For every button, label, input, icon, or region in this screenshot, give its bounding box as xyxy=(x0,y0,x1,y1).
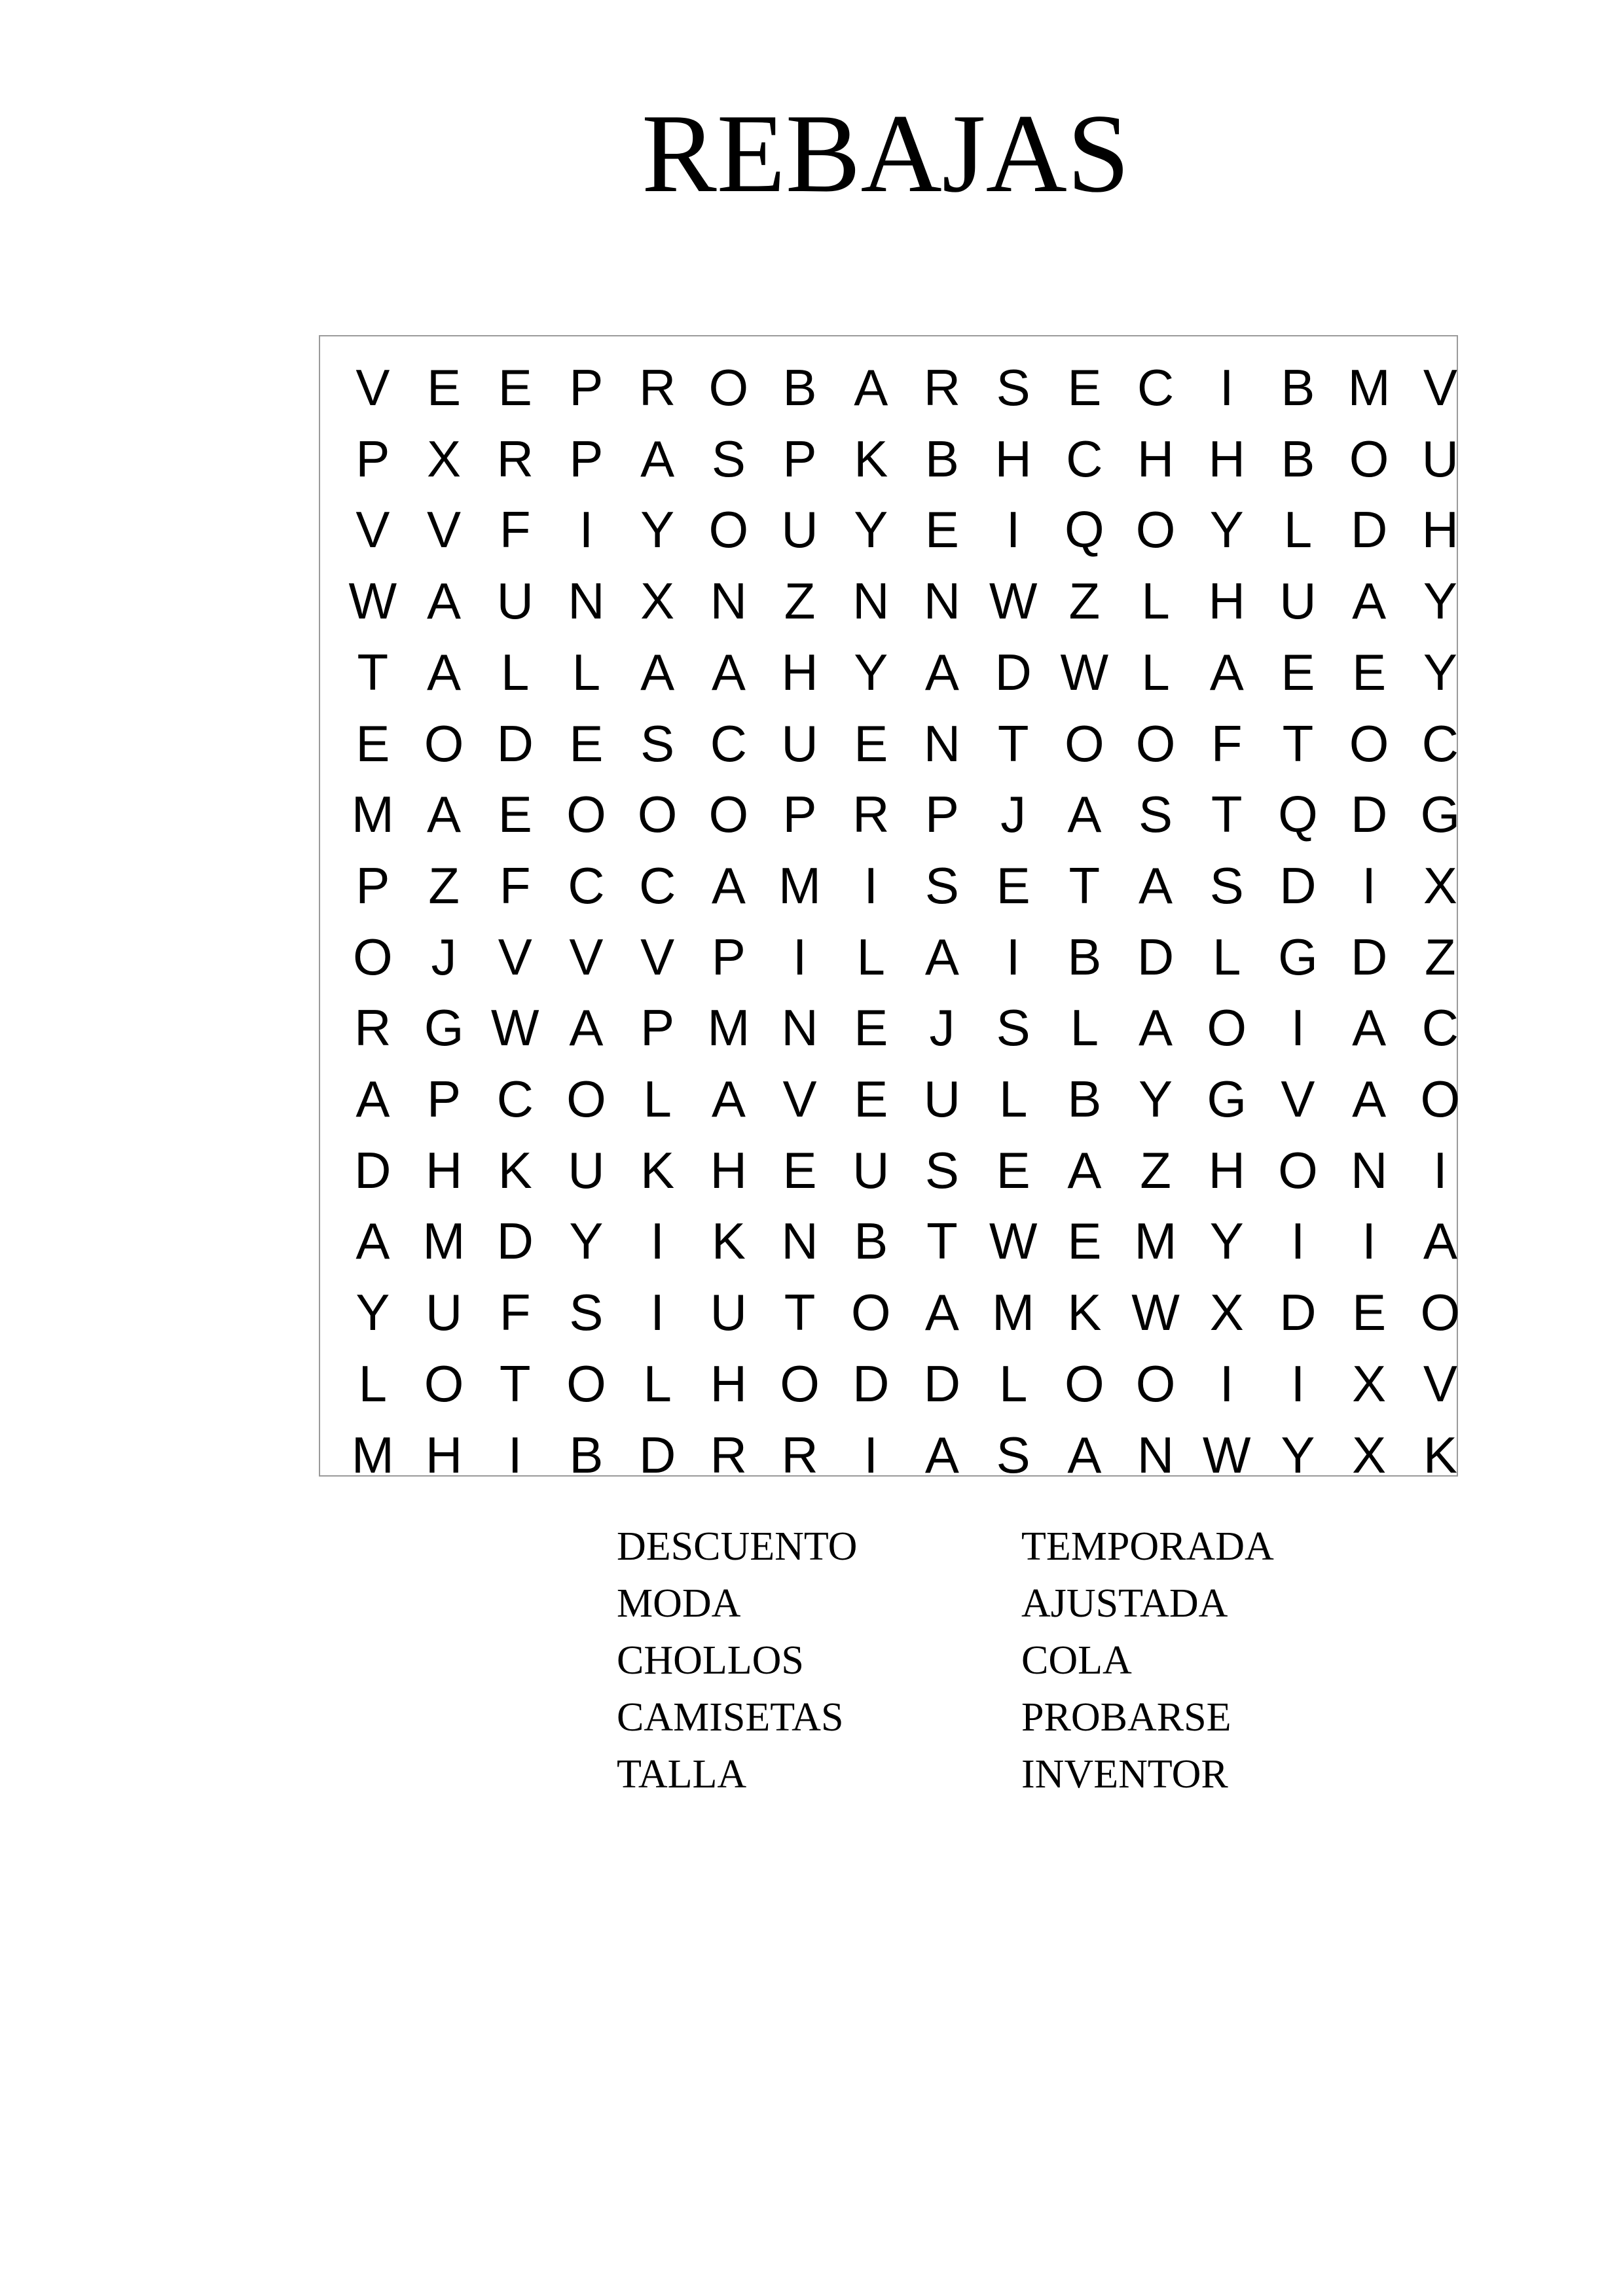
grid-cell[interactable]: T xyxy=(499,1354,531,1412)
grid-cell[interactable]: M xyxy=(992,1283,1035,1342)
grid-cell[interactable]: Y xyxy=(1209,1212,1244,1270)
grid-row xyxy=(337,565,1476,637)
grid-cell[interactable]: V xyxy=(356,501,390,559)
grid-cell[interactable]: Y xyxy=(356,1283,390,1342)
grid-cell[interactable]: U xyxy=(710,1283,748,1342)
grid-cell[interactable]: V xyxy=(427,501,462,559)
grid-cell[interactable]: H xyxy=(1208,572,1245,630)
grid-cell[interactable]: C xyxy=(1137,359,1175,416)
grid-cell[interactable]: L xyxy=(1141,643,1170,701)
grid-cell[interactable]: U xyxy=(1421,429,1459,488)
grid-cell[interactable]: O xyxy=(708,501,749,559)
grid-cell[interactable]: A xyxy=(640,643,675,701)
grid-cell[interactable]: I xyxy=(792,927,807,986)
grid-cell[interactable]: A xyxy=(924,1426,959,1484)
grid-cell[interactable]: Y xyxy=(1209,501,1244,559)
grid-cell[interactable]: L xyxy=(1070,999,1099,1057)
grid-cell[interactable]: N xyxy=(781,1212,818,1270)
word-list xyxy=(617,1518,1402,1820)
grid-cell[interactable]: E xyxy=(1067,359,1102,416)
grid-cell[interactable]: H xyxy=(1208,429,1245,488)
grid-cell[interactable]: M xyxy=(707,999,750,1057)
grid-row xyxy=(337,1420,1476,1491)
grid-cell[interactable]: E xyxy=(854,1070,888,1128)
grid-cell[interactable]: D xyxy=(1350,785,1388,844)
grid-cell[interactable]: A xyxy=(427,572,462,630)
grid-cell[interactable]: I xyxy=(507,1426,522,1484)
grid-cell[interactable]: R xyxy=(923,359,961,416)
grid-cell[interactable]: L xyxy=(358,1354,388,1412)
grid-cell[interactable]: O xyxy=(1349,429,1389,488)
grid-cell[interactable]: L xyxy=(572,643,601,701)
grid-cell[interactable]: H xyxy=(1421,501,1459,559)
grid-cell[interactable]: I xyxy=(1290,1354,1305,1412)
grid-cell[interactable]: C xyxy=(1066,429,1103,488)
grid-cell[interactable]: I xyxy=(1006,501,1021,559)
grid-cell[interactable]: B xyxy=(854,1212,888,1270)
grid-cell[interactable]: Q xyxy=(1278,785,1318,844)
grid-cell[interactable]: N xyxy=(1350,1141,1388,1199)
grid-row xyxy=(337,494,1476,565)
grid-cell[interactable]: A xyxy=(1209,643,1244,701)
grid-cell[interactable]: I xyxy=(1290,999,1305,1057)
grid-cell[interactable]: Y xyxy=(1281,1426,1315,1484)
grid-cell[interactable]: O xyxy=(1065,714,1104,772)
grid-cell[interactable]: S xyxy=(1139,785,1173,844)
grid-row xyxy=(337,1064,1476,1135)
grid-cell[interactable]: S xyxy=(996,359,1030,416)
grid-cell[interactable]: G xyxy=(1207,1070,1247,1128)
grid-cell[interactable]: W xyxy=(490,999,539,1057)
grid-cell[interactable]: J xyxy=(431,927,457,986)
grid-cell[interactable]: R xyxy=(852,785,890,844)
grid-cell[interactable]: D xyxy=(496,1212,534,1270)
grid-cell[interactable]: A xyxy=(1352,999,1387,1057)
grid-cell[interactable]: X xyxy=(1209,1283,1244,1342)
grid-cell[interactable]: C xyxy=(496,1070,534,1128)
grid-cell[interactable]: D xyxy=(354,1141,392,1199)
grid-cell[interactable]: A xyxy=(1139,856,1173,914)
grid-cell[interactable]: Y xyxy=(1139,1070,1173,1128)
grid-cell[interactable]: V xyxy=(356,359,390,416)
grid-cell[interactable]: H xyxy=(425,1426,463,1484)
grid-cell[interactable]: E xyxy=(1281,643,1315,701)
grid-cell[interactable]: O xyxy=(1135,714,1176,772)
grid-cell[interactable]: V xyxy=(569,927,604,986)
grid-cell[interactable]: A xyxy=(356,1070,390,1128)
grid-cell[interactable]: N xyxy=(1137,1426,1175,1484)
grid-cell[interactable]: H xyxy=(994,429,1032,488)
grid-cell[interactable]: B xyxy=(1281,429,1315,488)
grid-cell[interactable]: H xyxy=(781,643,818,701)
grid-cell[interactable]: V xyxy=(782,1070,817,1128)
grid-cell[interactable]: A xyxy=(569,999,604,1057)
grid-cell[interactable]: G xyxy=(424,999,464,1057)
grid-row xyxy=(337,1135,1476,1206)
grid-cell[interactable]: I xyxy=(1290,1212,1305,1270)
grid-cell[interactable]: P xyxy=(640,999,675,1057)
grid-cell[interactable]: A xyxy=(1352,1070,1387,1128)
grid-cell[interactable]: O xyxy=(708,785,749,844)
grid-cell[interactable]: U xyxy=(1279,572,1317,630)
grid-cell[interactable]: L xyxy=(998,1354,1028,1412)
grid-cell[interactable]: B xyxy=(1067,927,1102,986)
grid-cell[interactable]: O xyxy=(1420,1070,1461,1128)
grid-cell[interactable]: E xyxy=(1352,1283,1387,1342)
grid-cell[interactable]: I xyxy=(864,1426,879,1484)
grid-cell[interactable]: H xyxy=(1208,1141,1245,1199)
grid-row xyxy=(337,992,1476,1064)
grid-cell[interactable]: L xyxy=(643,1354,672,1412)
grid-cell[interactable]: L xyxy=(856,927,885,986)
grid-cell[interactable]: T xyxy=(1068,856,1101,914)
grid-cell[interactable]: V xyxy=(640,927,675,986)
grid-cell[interactable]: U xyxy=(781,714,818,772)
grid-row xyxy=(337,850,1476,922)
grid-cell[interactable]: H xyxy=(710,1354,748,1412)
grid-cell[interactable]: T xyxy=(1211,785,1243,844)
grid-cell[interactable]: I xyxy=(579,501,594,559)
grid-cell[interactable]: I xyxy=(1433,1141,1448,1199)
grid-cell[interactable]: L xyxy=(998,1070,1028,1128)
grid-cell[interactable]: E xyxy=(498,785,532,844)
grid-cell[interactable]: U xyxy=(425,1283,463,1342)
grid-cell[interactable]: D xyxy=(638,1426,676,1484)
grid-cell[interactable]: U xyxy=(781,501,818,559)
grid-cell[interactable]: Y xyxy=(640,501,675,559)
grid-cell[interactable]: H xyxy=(1137,429,1175,488)
grid-cell[interactable]: H xyxy=(710,1141,748,1199)
grid-cell[interactable]: O xyxy=(424,1354,464,1412)
grid-cell[interactable]: Z xyxy=(1068,572,1101,630)
grid-cell[interactable]: Z xyxy=(428,856,460,914)
grid-cell[interactable]: M xyxy=(422,1212,465,1270)
grid-cell[interactable]: D xyxy=(1279,1283,1317,1342)
grid-cell[interactable]: O xyxy=(780,1354,820,1412)
grid-cell[interactable]: A xyxy=(427,643,462,701)
grid-cell[interactable]: A xyxy=(854,359,888,416)
grid-cell[interactable]: A xyxy=(711,1070,746,1128)
grid-cell[interactable]: J xyxy=(929,999,955,1057)
grid-cell[interactable]: T xyxy=(997,714,1029,772)
grid-cell[interactable]: S xyxy=(569,1283,604,1342)
grid-cell[interactable]: Z xyxy=(784,572,816,630)
grid-cell[interactable]: A xyxy=(924,1283,959,1342)
word-list-item: CHOLLOS xyxy=(617,1638,804,1683)
grid-cell[interactable]: T xyxy=(784,1283,816,1342)
word-list-item: CAMISETAS xyxy=(617,1695,844,1740)
grid-cell[interactable]: K xyxy=(498,1141,532,1199)
grid-row xyxy=(337,1348,1476,1420)
grid-row xyxy=(337,1277,1476,1348)
grid-cell[interactable]: X xyxy=(427,429,462,488)
grid-cell[interactable]: X xyxy=(1423,856,1457,914)
grid-cell[interactable]: R xyxy=(496,429,534,488)
grid-cell[interactable]: K xyxy=(1423,1426,1457,1484)
grid-cell[interactable]: W xyxy=(1060,643,1109,701)
grid-cell[interactable]: C xyxy=(1421,999,1459,1057)
grid-row xyxy=(337,779,1476,850)
grid-cell[interactable]: D xyxy=(994,643,1032,701)
grid-cell[interactable]: U xyxy=(496,572,534,630)
grid-cell[interactable]: X xyxy=(640,572,675,630)
grid-cell[interactable]: I xyxy=(1219,359,1234,416)
grid-cell[interactable]: D xyxy=(923,1354,961,1412)
grid-cell[interactable]: U xyxy=(852,1141,890,1199)
grid-cell[interactable]: Y xyxy=(854,643,888,701)
grid-cell[interactable]: N xyxy=(568,572,605,630)
grid-cell[interactable]: Y xyxy=(854,501,888,559)
grid-cell[interactable]: I xyxy=(650,1212,665,1270)
grid-cell[interactable]: Z xyxy=(1140,1141,1171,1199)
grid-cell[interactable]: O xyxy=(1207,999,1247,1057)
grid-cell[interactable]: U xyxy=(923,1070,961,1128)
word-list-item: COLA xyxy=(1021,1638,1132,1683)
grid-cell[interactable]: Y xyxy=(1423,643,1457,701)
grid-cell[interactable]: O xyxy=(850,1283,891,1342)
grid-cell[interactable]: A xyxy=(1067,1426,1102,1484)
grid-cell[interactable]: Q xyxy=(1065,501,1104,559)
grid-cell[interactable]: K xyxy=(640,1141,675,1199)
grid-cell[interactable]: V xyxy=(498,927,532,986)
grid-cell[interactable]: M xyxy=(778,856,822,914)
grid-cell[interactable]: D xyxy=(1137,927,1175,986)
grid-cell[interactable]: E xyxy=(498,359,532,416)
grid-cell[interactable]: U xyxy=(568,1141,605,1199)
grid-cell[interactable]: D xyxy=(1350,501,1388,559)
grid-cell[interactable]: D xyxy=(1350,927,1388,986)
grid-cell[interactable]: G xyxy=(1278,927,1318,986)
grid-row xyxy=(337,922,1476,993)
word-list-item: AJUSTADA xyxy=(1021,1581,1228,1626)
grid-cell[interactable]: W xyxy=(989,1212,1038,1270)
grid-row xyxy=(337,637,1476,708)
grid-row xyxy=(337,1206,1476,1277)
grid-cell[interactable]: L xyxy=(1213,927,1241,986)
grid-cell[interactable]: A xyxy=(1423,1212,1457,1270)
grid-cell[interactable]: X xyxy=(1352,1426,1387,1484)
grid-cell[interactable]: A xyxy=(711,856,746,914)
grid-cell[interactable]: W xyxy=(348,572,397,630)
grid-cell[interactable]: Y xyxy=(1423,572,1457,630)
grid-cell[interactable]: L xyxy=(501,643,530,701)
grid-cell[interactable]: R xyxy=(638,359,676,416)
grid-cell[interactable]: O xyxy=(637,785,678,844)
grid-cell[interactable]: O xyxy=(1135,1354,1176,1412)
grid-cell[interactable]: I xyxy=(1362,856,1376,914)
word-list-item: TEMPORADA xyxy=(1021,1524,1274,1569)
grid-cell[interactable]: A xyxy=(711,643,746,701)
grid-cell[interactable]: M xyxy=(351,1426,394,1484)
grid-cell[interactable]: E xyxy=(782,1141,817,1199)
grid-row xyxy=(337,352,1476,423)
grid-cell[interactable]: B xyxy=(1281,359,1315,416)
word-list-item: MODA xyxy=(617,1581,741,1626)
grid-cell[interactable]: O xyxy=(353,927,393,986)
grid-cell[interactable]: F xyxy=(1211,714,1243,772)
word-list-item: PROBARSE xyxy=(1021,1695,1231,1740)
grid-cell[interactable]: P xyxy=(569,359,604,416)
grid-cell[interactable]: P xyxy=(924,785,959,844)
grid-cell[interactable]: O xyxy=(1135,501,1176,559)
grid-cell[interactable]: A xyxy=(1139,999,1173,1057)
grid-cell[interactable]: R xyxy=(354,999,392,1057)
grid-cell[interactable]: E xyxy=(1067,1212,1102,1270)
grid-cell[interactable]: E xyxy=(996,1141,1030,1199)
grid-cell[interactable]: P xyxy=(711,927,746,986)
grid-cell[interactable]: A xyxy=(924,927,959,986)
grid-cell[interactable]: N xyxy=(923,714,961,772)
grid-cell[interactable]: R xyxy=(781,1426,818,1484)
grid-cell[interactable]: P xyxy=(782,429,817,488)
grid-cell[interactable]: O xyxy=(1278,1141,1318,1199)
grid-cell[interactable]: C xyxy=(1421,714,1459,772)
grid-cell[interactable]: L xyxy=(643,1070,672,1128)
grid-cell[interactable]: P xyxy=(569,429,604,488)
grid-cell[interactable]: E xyxy=(1352,643,1387,701)
word-list-item: DESCUENTO xyxy=(617,1524,858,1569)
grid-cell[interactable]: E xyxy=(427,359,462,416)
grid-cell[interactable]: T xyxy=(926,1212,958,1270)
grid-cell[interactable]: I xyxy=(1219,1354,1234,1412)
grid-cell[interactable]: E xyxy=(854,714,888,772)
page-title: REBAJAS xyxy=(642,92,1130,216)
grid-cell[interactable]: O xyxy=(1065,1354,1104,1412)
grid-cell[interactable]: D xyxy=(1279,856,1317,914)
grid-cell[interactable]: E xyxy=(854,999,888,1057)
grid-cell[interactable]: J xyxy=(1000,785,1027,844)
grid-cell[interactable]: K xyxy=(711,1212,746,1270)
grid-cell[interactable]: M xyxy=(1347,359,1391,416)
grid-cell[interactable]: E xyxy=(924,501,959,559)
grid-cell[interactable]: H xyxy=(425,1141,463,1199)
grid-cell[interactable]: S xyxy=(996,1426,1030,1484)
word-list-item: INVENTOR xyxy=(1021,1752,1228,1797)
grid-cell[interactable]: N xyxy=(923,572,961,630)
grid-cell[interactable]: O xyxy=(1349,714,1389,772)
grid-cell[interactable]: D xyxy=(852,1354,890,1412)
grid-cell[interactable]: B xyxy=(1067,1070,1102,1128)
grid-cell[interactable]: L xyxy=(1283,501,1313,559)
grid-cell[interactable]: A xyxy=(427,785,462,844)
grid-cell[interactable]: V xyxy=(1423,359,1457,416)
grid-cell[interactable]: R xyxy=(710,1426,748,1484)
grid-cell[interactable]: I xyxy=(1006,927,1021,986)
grid-cell[interactable]: S xyxy=(924,1141,959,1199)
grid-cell[interactable]: F xyxy=(499,1283,531,1342)
grid-cell[interactable]: O xyxy=(566,1354,606,1412)
grid-cell[interactable]: M xyxy=(1134,1212,1177,1270)
grid-cell[interactable]: F xyxy=(499,856,531,914)
grid-cell[interactable]: B xyxy=(782,359,817,416)
grid-cell[interactable]: S xyxy=(1209,856,1244,914)
grid-cell[interactable]: A xyxy=(356,1212,390,1270)
grid-cell[interactable]: E xyxy=(569,714,604,772)
grid-cell[interactable]: A xyxy=(1067,785,1102,844)
grid-cell[interactable]: M xyxy=(351,785,394,844)
grid-cell[interactable]: C xyxy=(710,714,748,772)
grid-cell[interactable]: F xyxy=(499,501,531,559)
grid-cell[interactable]: Z xyxy=(1425,927,1456,986)
grid-cell[interactable]: L xyxy=(1141,572,1170,630)
grid-row xyxy=(337,423,1476,495)
grid-cell[interactable]: S xyxy=(640,714,675,772)
grid-cell[interactable]: O xyxy=(566,785,606,844)
grid-cell[interactable]: N xyxy=(852,572,890,630)
grid-cell[interactable]: D xyxy=(496,714,534,772)
grid-cell[interactable]: T xyxy=(1282,714,1314,772)
grid-cell[interactable]: V xyxy=(1281,1070,1315,1128)
grid-cell[interactable]: I xyxy=(864,856,879,914)
grid-cell[interactable]: O xyxy=(708,359,749,416)
grid-cell[interactable]: A xyxy=(1352,572,1387,630)
grid-cell[interactable]: N xyxy=(781,999,818,1057)
grid-cell[interactable]: E xyxy=(996,856,1030,914)
grid-cell[interactable]: V xyxy=(1423,1354,1457,1412)
grid-cell[interactable]: T xyxy=(357,643,389,701)
grid-cell[interactable]: K xyxy=(854,429,888,488)
grid-cell[interactable]: G xyxy=(1420,785,1461,844)
grid-cell[interactable]: A xyxy=(924,643,959,701)
grid-cell[interactable]: B xyxy=(569,1426,604,1484)
grid-row xyxy=(337,708,1476,780)
grid-cell[interactable]: C xyxy=(638,856,676,914)
grid-cell[interactable]: B xyxy=(924,429,959,488)
grid-cell[interactable]: P xyxy=(356,856,390,914)
grid-cell[interactable]: I xyxy=(1362,1212,1376,1270)
grid-cell[interactable]: P xyxy=(356,429,390,488)
grid-cell[interactable]: S xyxy=(711,429,746,488)
grid-cell[interactable]: O xyxy=(1420,1283,1461,1342)
grid-cell[interactable]: O xyxy=(566,1070,606,1128)
grid-cell[interactable]: E xyxy=(356,714,390,772)
grid-cell[interactable]: K xyxy=(1067,1283,1102,1342)
word-search-grid xyxy=(319,335,1461,1484)
word-list-item: TALLA xyxy=(617,1752,747,1797)
grid-cell[interactable]: A xyxy=(640,429,675,488)
grid-cell[interactable]: W xyxy=(1131,1283,1180,1342)
grid-cell[interactable]: I xyxy=(650,1283,665,1342)
grid-cell[interactable]: W xyxy=(1202,1426,1251,1484)
grid-cell[interactable]: Y xyxy=(569,1212,604,1270)
grid-cell[interactable]: W xyxy=(989,572,1038,630)
grid-cell[interactable]: N xyxy=(710,572,748,630)
grid-cell[interactable]: S xyxy=(996,999,1030,1057)
grid-cell[interactable]: S xyxy=(924,856,959,914)
grid-cell[interactable]: C xyxy=(568,856,605,914)
grid-cell[interactable]: A xyxy=(1067,1141,1102,1199)
grid-cell[interactable]: X xyxy=(1352,1354,1387,1412)
grid-cell[interactable]: P xyxy=(782,785,817,844)
grid-cell[interactable]: P xyxy=(427,1070,462,1128)
grid-cell[interactable]: O xyxy=(424,714,464,772)
